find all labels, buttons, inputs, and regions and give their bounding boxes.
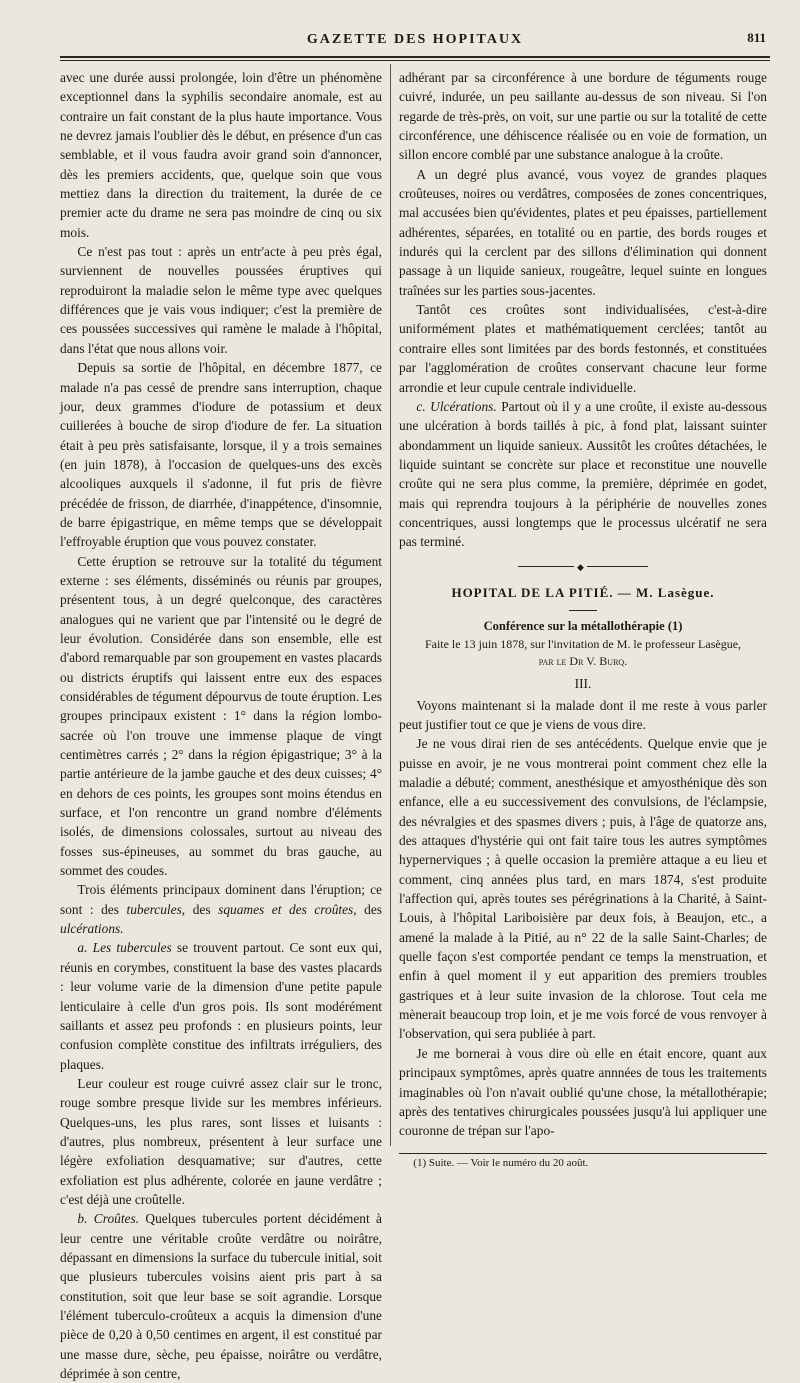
paragraph xyxy=(60,938,382,1073)
header-rule xyxy=(60,56,770,58)
section-title: HOPITAL DE LA PITIÉ. — M. Lasègue. xyxy=(451,584,715,600)
italic-term: squames et des croûtes, xyxy=(218,901,357,917)
paragraph: Leur couleur est rouge cuivré assez clair sur le tronc, rouge sombre presque livide sur les membres inférieurs. Quelques-uns, les plus rares, sont lisses et luisants : d'autres, plus nombreux, présentent à leur surface une légère exfoliation desquamative; sur d'autres, cette exfoliation est plus adhérente, colorée en jaune verdâtre ; c'est déjà une croûtelle. xyxy=(60,1075,382,1207)
paragraph: A un degré plus avancé, vous voyez de grandes plaques croûteuses, noires ou verdâtres, composées de zones concentriques, mal accusées bien qu'évidentes, plates et peu épaisses, partiellement adhérentes, séparées, en totalité ou en partie, des bords rouges et indurés qui la cerclent par des sillons d'élimination qui donnent passage à un liquide sanieux, rougeâtre, lequel suinte en longues traînées sur les parties sous-jacentes. xyxy=(399,166,767,298)
text-run: Quelques tubercules portent décidément à leur centre une véritable croûte verdâtre ou noirâtre, dépassant en dimensions la surface du tubercule initial, soit que plusieurs tubercules voisins aient pris part à sa constitution, soit que leur base se soit agrandie. Lorsque l'élément tuberculo-croûteux a acquis la dimension d'une pièce de 0,20 à 0,50 centimes en argent, il est constitué par une masse dure, sèche, peu épaisse, noirâtre ou verdâtre, déprimée à son centre, xyxy=(60,1211,382,1382)
paragraph xyxy=(60,880,382,938)
header-rule-thin xyxy=(60,60,770,61)
right-column xyxy=(399,68,767,1169)
italic-term: ulcérations. xyxy=(60,921,124,937)
paragraph: Voyons maintenant si la malade dont il me reste à vous parler peut justifier tout ce que je viens de vous dire. xyxy=(399,697,767,732)
page-number: 811 xyxy=(747,30,766,45)
text-run: Partout où il y a une croûte, il existe au-dessous une ulcération à bords taillés à pic, à fond plat, laissant suinter abondamment un liquide sanieux. Aussitôt les croûtes détachées, le liquide suintant se concrète sur place et reconstitue une nouvelle croûte qui ne sera plus comme, la première, déprimée en godet, mais qui reprendra toujours à la périphérie de nouvelles zones concentriques, aussi longtemps que le processus ulcératif ne sera pas terminé. xyxy=(399,398,767,550)
conference-author: par le Dr V. Burq. xyxy=(538,654,628,669)
paragraph xyxy=(399,397,767,552)
paragraph: Ce n'est pas tout : après un entr'acte à peu près égal, surviennent de nouvelles poussées éruptives qui reproduiront la maladie selon le même type avec quelques différences que je vais vous indiquer; c'est la première de ces poussées successives qui ramène le malade à l'hôpital, dans l'état que nous allons voir. xyxy=(60,244,382,356)
paragraph: Cette éruption se retrouve sur la totalité du tégument externe : ses éléments, disséminés ou réunis par groupes, présentent tous, à un degré quelconque, des caractères analogues qui ne varient que par l'intensité ou le degré de leur évolution. Considérée dans son ensemble, elle est d'abord remarquable par son groupement en vastes placards ou districts éruptifs qui laissent entre eux des espaces considérables de tégument dépourvus de toute éruption. Les groupes principaux existent : 1° dans la région lombo-sacrée où l'on trouve une immense plaque de vingt centimètres carrés ; 2° dans la région épigastrique; 3° à la partie antérieure de la jambe gauche et des deux cuisses; 4° en dehors de ces points, les groupes sont moins étendus en surface, et l'on rencontre un grand nombre d'éléments isolés, de dimensions colossales, surtout au niveau des fosses sus-épineuses, au sommet du bras gauche, au sommet des coudes. xyxy=(60,553,382,879)
paragraph: Tantôt ces croûtes sont individualisées, c'est-à-dire uniformément plates et mathématiquement cerclées; tantôt au contraire elles sont limitées par des bords festonnés, et constituées par l'agglomération de croûtes conservant chacune leur forme arrondie et leur cupule centrale individuelle. xyxy=(399,302,767,395)
text-run: des xyxy=(192,901,211,917)
text-run: des xyxy=(364,901,383,917)
text-run: Trois éléments principaux dominent dans l'éruption; ce sont : des xyxy=(60,882,382,917)
column-divider xyxy=(390,64,391,1146)
left-column xyxy=(60,68,383,1382)
item-label: c. Ulcérations. xyxy=(416,398,497,414)
paragraph xyxy=(60,1209,382,1383)
conference-subtitle: Faite le 13 juin 1878, sur l'invitation de M. le professeur Lasègue, xyxy=(424,637,742,652)
conference-title: Conférence sur la métallothérapie (1) xyxy=(483,618,683,633)
short-rule xyxy=(569,610,597,611)
paragraph: avec une durée aussi prolongée, loin d'être un phénomène exceptionnel dans la syphilis secondaire anomale, est au contraire un fait constant de la plus haute importance. Vous ne devrez jamais l'oublier dès le début, en présence d'un cas semblable, et il vous faudra avoir grand soin d'annoncer, dès les premiers accidents, que, quelque soin que vous mettiez dans la direction du traitement, la durée de ce premier acte du drame ne sera pas moindre de cinq ou six mois. xyxy=(60,70,382,240)
paragraph: Depuis sa sortie de l'hôpital, en décembre 1877, ce malade n'a pas cessé de prendre sans interruption, chaque jour, deux grammes d'iodure de potassium et deux cuillerées à bouche de sirop d'iodure de fer. La situation était à peu près satisfaisante, lorsque, il y a trois semaines (en juin 1878), à l'occasion de quelques-uns des excès alcooliques auxquels il s'adonne, il fut pris de fièvre précédée de frisson, de diarrhée, d'inappétence, d'insomnie, de barre épigastrique, en même temps que se développait l'effroyable éruption que vous pouvez constater. xyxy=(60,360,382,550)
journal-title: GAZETTE DES HOPITAUX xyxy=(306,32,524,47)
footnote: (1) Suite. — Voir le numéro du 20 août. xyxy=(413,1156,589,1169)
paragraph: Je me bornerai à vous dire où elle en était encore, quant aux principaux symptômes, après quatre annnées de tous les traitements imaginables où l'on n'avait oublié qu'une chose, la métallothérapie; après des tentatives chirurgicales poussées jusqu'à lui appliquer une couronne de trépan sur l'apo- xyxy=(399,1045,767,1139)
page-header xyxy=(60,26,770,50)
text-run: se trouvent partout. Ce sont eux qui, réunis en corymbes, constituent la base des vastes placards : leur volume varie de la dimension d'une petite papule lenticulaire à celle d'un gros pois. Ils sont modérément saillants et assez peu profonds : en plusieurs points, leur confusion complète constitue des infiltrats irréguliers, des plaques. xyxy=(60,940,383,1072)
italic-term: tubercules, xyxy=(126,901,186,917)
section-separator xyxy=(518,566,648,573)
item-label: a. Les tubercules xyxy=(77,940,172,956)
item-label: b. Croûtes. xyxy=(77,1211,140,1227)
paragraph: adhérant par sa circonférence à une bordure de téguments rouge cuivré, indurée, un peu saillante au-dessus de son niveau. Si l'on regarde de très-près, on voit, sur une partie ou sur la totalité de cette circonférence, une déhiscence réalisée ou en voie de formation, un sillon encore comblé par une substance analogue à la croûte. xyxy=(399,70,767,163)
paragraph: Je ne vous dirai rien de ses antécédents. Quelque envie que je puisse en avoir, je ne vous montrerai point comment chez elle la maladie a débuté; comment, anesthésique et amyosthénique dès son enfance, elle a eu successivement des convulsions, de l'éclampsie, des névralgies et des spasmes divers ; puis, à l'âge de quatorze ans, des attaques d'hystérie qui ont fait taire tous les autres symptômes hypernerviques ; à quelle occasion la première attaque a eu lieu et comment, cinq années plus tard, en mars 1874, s'est produite l'affection qui, après toutes ses pérégrinations à la Charité, à Saint-Louis, à l'hôpital Lariboisière par deux fois, à Beaujon, etc., a amené la malade à la Pitié, au n° 22 de la salle Saint-Charles; de quelle façon s'est comportée pendant ce temps la menstruation, et enfin à quel moment il y eut apparition des premiers troubles gastriques et à leur suite invasion de la chlorose. Tout cela me mènerait beaucoup trop loin, et je me vois forcé de vous renvoyer à l'observation, qui sera publiée à part. xyxy=(399,736,767,1042)
part-number: III. xyxy=(574,676,592,692)
